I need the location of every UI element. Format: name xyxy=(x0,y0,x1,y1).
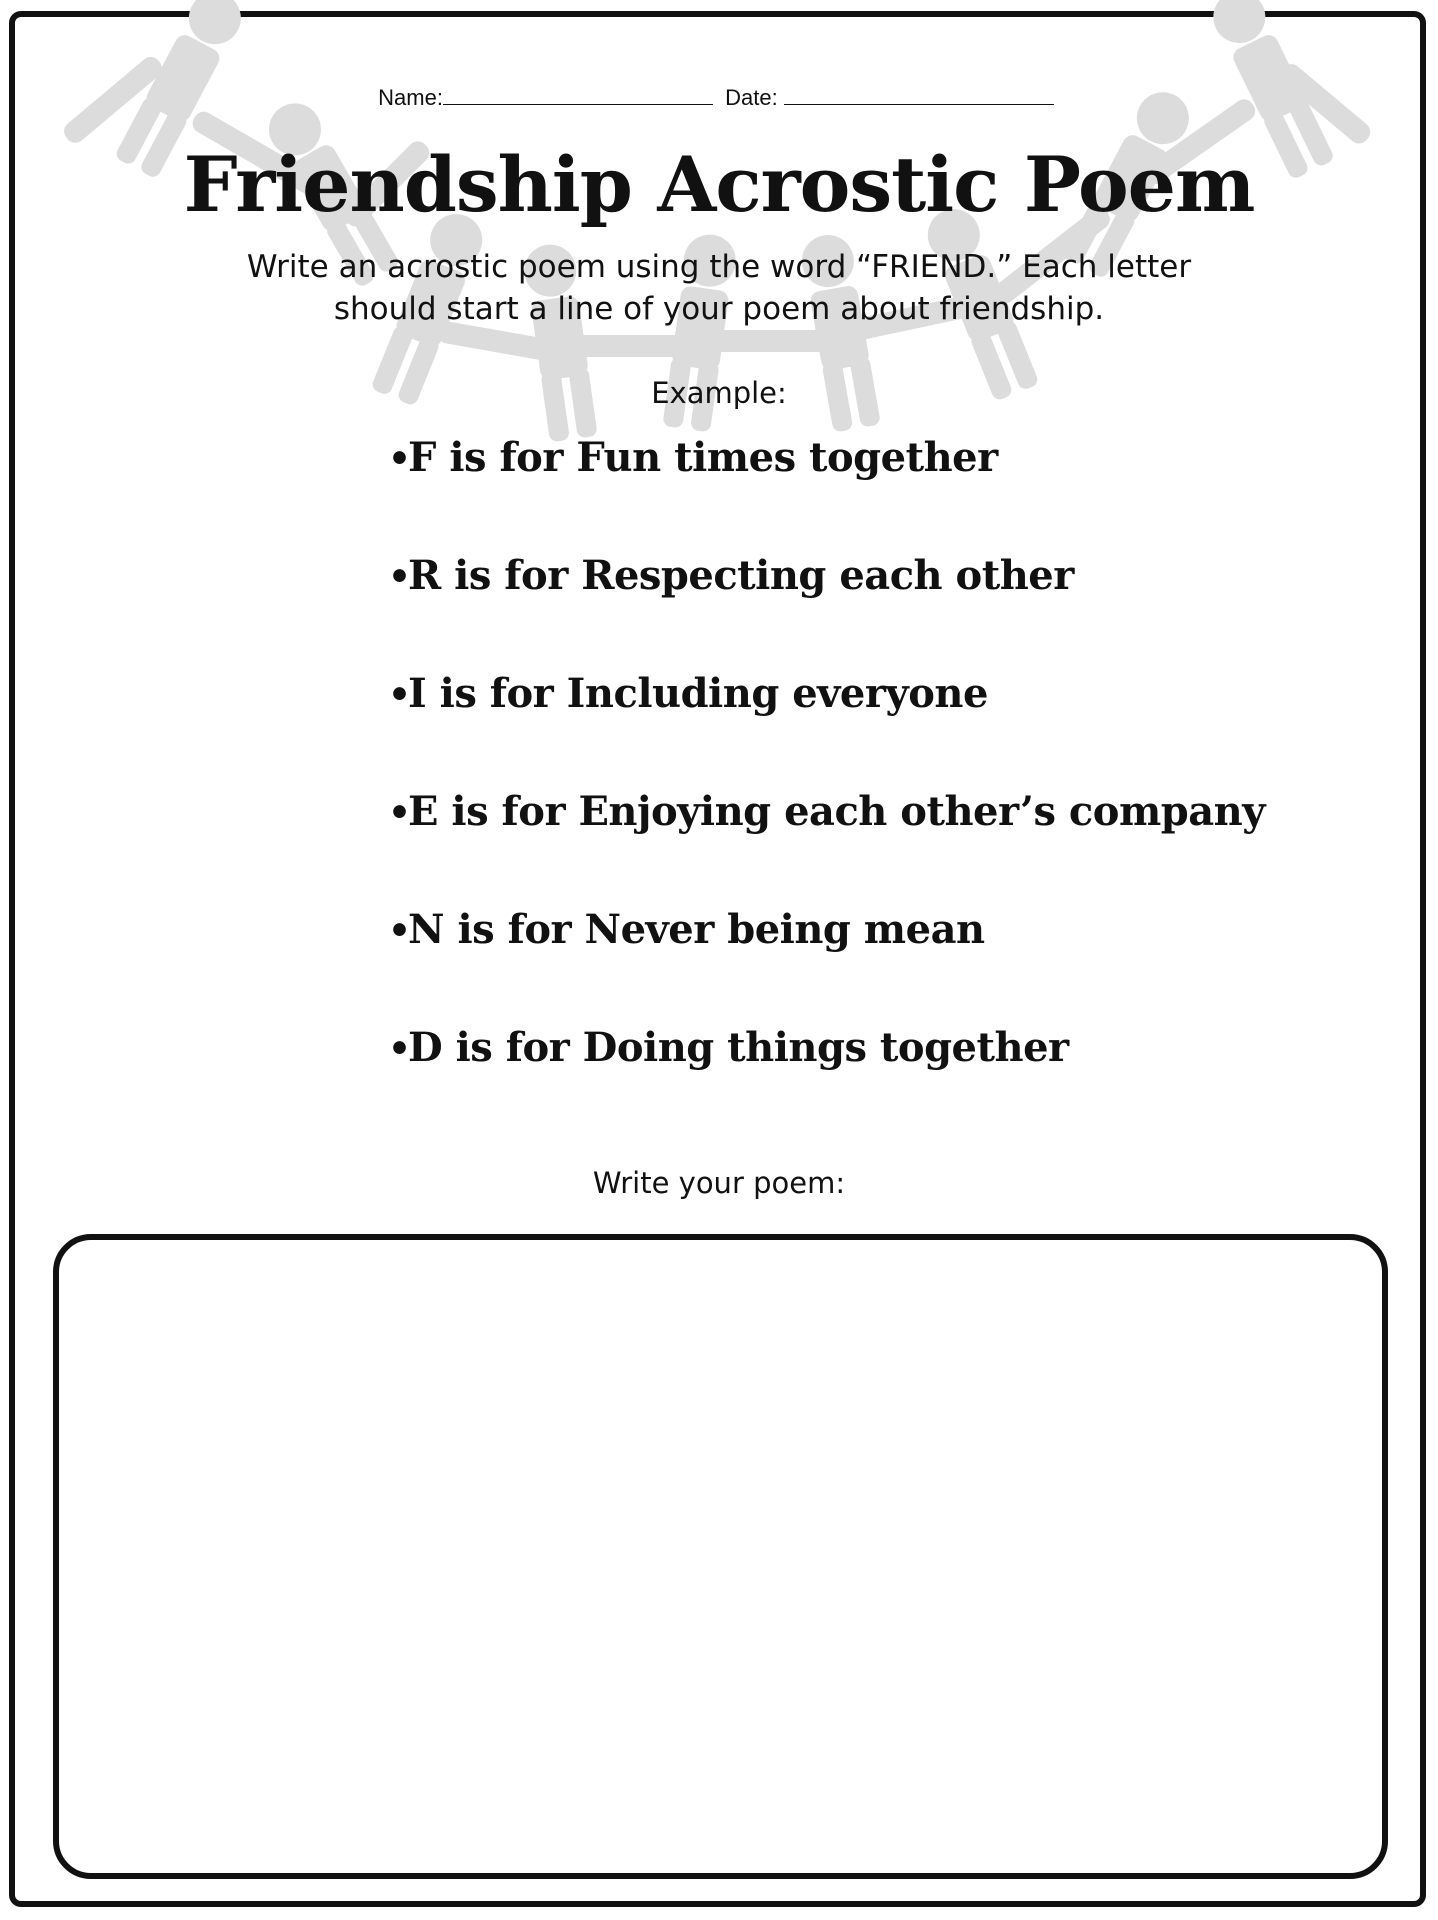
example-label: Example: xyxy=(651,376,787,410)
bullet-icon: • xyxy=(388,1028,411,1070)
list-item: •R is for Respecting each other xyxy=(388,546,1265,664)
name-blank-line[interactable] xyxy=(443,84,713,105)
bullet-icon: • xyxy=(388,910,411,952)
poem-writing-box[interactable] xyxy=(53,1234,1388,1879)
list-item: •D is for Doing things together xyxy=(388,1018,1265,1136)
bullet-icon: • xyxy=(388,556,411,598)
list-item: •E is for Enjoying each other’s company xyxy=(388,782,1265,900)
instructions-text: Write an acrostic poem using the word “FRIEND.” Each letter should start a line of your poem about friendship. xyxy=(246,249,1192,327)
page-title: Friendship Acrostic Poem xyxy=(183,140,1255,229)
write-poem-label: Write your poem: xyxy=(592,1166,846,1200)
bullet-icon: • xyxy=(388,792,411,834)
list-item: •N is for Never being mean xyxy=(388,900,1265,1018)
list-item: •F is for Fun times together xyxy=(388,428,1265,546)
bullet-icon: • xyxy=(388,674,411,716)
date-blank-line[interactable] xyxy=(784,84,1054,105)
name-label: Name: xyxy=(378,85,443,110)
example-list xyxy=(388,428,1265,1136)
bullet-icon: • xyxy=(388,438,411,480)
list-item: •I is for Including everyone xyxy=(388,664,1265,782)
date-label: Date: xyxy=(725,85,778,110)
name-date-fields xyxy=(0,84,1438,111)
